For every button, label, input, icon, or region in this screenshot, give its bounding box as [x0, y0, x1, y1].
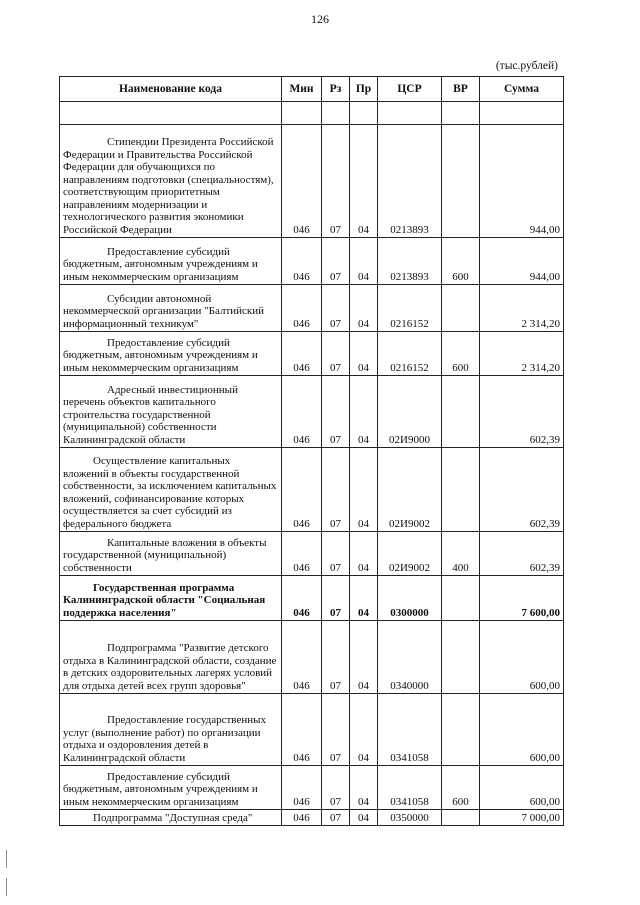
row-name: Капитальные вложения в объекты государственной (муниципальной) собственности	[63, 536, 267, 574]
header-csr: ЦСР	[378, 77, 442, 102]
row-pr: 04	[350, 766, 378, 810]
table-row	[60, 125, 564, 238]
table-row	[60, 766, 564, 810]
header-min: Мин	[282, 77, 322, 102]
row-min: 046	[282, 448, 322, 532]
row-csr: 02И9002	[378, 448, 442, 532]
header-pr: Пр	[350, 77, 378, 102]
row-sum: 602,39	[480, 448, 564, 532]
row-csr: 0216152	[378, 285, 442, 332]
row-rz: 07	[322, 285, 350, 332]
row-name: Предоставление субсидий бюджетным, автономным учреждениям и иным некоммерческим организациям	[63, 770, 258, 808]
table-row	[60, 694, 564, 766]
row-pr: 04	[350, 448, 378, 532]
margin-mark	[6, 878, 10, 896]
row-name: Предоставление государственных услуг (выполнение работ) по организации отдыха и оздоровления детей в Калининградской области	[63, 714, 266, 764]
row-pr: 04	[350, 810, 378, 826]
table-row	[60, 621, 564, 694]
page-number: 126	[311, 12, 329, 26]
row-sum: 944,00	[480, 125, 564, 238]
row-vr: 600	[442, 332, 480, 376]
row-vr	[442, 125, 480, 238]
row-sum: 944,00	[480, 238, 564, 285]
table-row	[60, 448, 564, 532]
table-row	[60, 810, 564, 826]
table-row	[60, 285, 564, 332]
row-rz: 07	[322, 694, 350, 766]
row-min: 046	[282, 285, 322, 332]
row-csr: 0300000	[378, 576, 442, 621]
row-csr: 0340000	[378, 621, 442, 694]
row-name: Государственная программа Калининградской области "Социальная поддержка населения"	[63, 581, 266, 619]
row-sum: 2 314,20	[480, 285, 564, 332]
table-row	[60, 238, 564, 285]
row-vr	[442, 448, 480, 532]
row-sum: 602,39	[480, 532, 564, 576]
row-pr: 04	[350, 238, 378, 285]
row-vr: 600	[442, 238, 480, 285]
row-pr: 04	[350, 621, 378, 694]
row-name: Подпрограмма "Доступная среда"	[93, 811, 253, 824]
row-rz: 07	[322, 621, 350, 694]
row-min: 046	[282, 576, 322, 621]
row-sum: 600,00	[480, 621, 564, 694]
header-vr: ВР	[442, 77, 480, 102]
row-csr: 0341058	[378, 766, 442, 810]
row-sum: 602,39	[480, 376, 564, 448]
row-rz: 07	[322, 810, 350, 826]
row-sum: 600,00	[480, 766, 564, 810]
table-row	[60, 376, 564, 448]
row-min: 046	[282, 621, 322, 694]
row-sum: 7 000,00	[480, 810, 564, 826]
row-csr: 0213893	[378, 125, 442, 238]
row-rz: 07	[322, 125, 350, 238]
row-pr: 04	[350, 285, 378, 332]
row-rz: 07	[322, 576, 350, 621]
row-csr: 0213893	[378, 238, 442, 285]
row-min: 046	[282, 694, 322, 766]
row-name: Стипендии Президента Российской Федерации и Правительства Российской Федерации для обучающихся по направлениям подготовки (специальностям), соответствующим приоритетным направлениям модернизации и технологического развития экономики Российской Федерации	[63, 136, 274, 236]
table-row	[60, 576, 564, 621]
row-vr	[442, 576, 480, 621]
row-rz: 07	[322, 448, 350, 532]
row-sum: 600,00	[480, 694, 564, 766]
table-row	[60, 532, 564, 576]
row-min: 046	[282, 766, 322, 810]
row-name: Предоставление субсидий бюджетным, автономным учреждениям и иным некоммерческим организациям	[63, 336, 258, 374]
row-rz: 07	[322, 766, 350, 810]
row-name: Осуществление капитальных вложений в объекты государственной собственности, за исключением капитальных вложений, софинансирование которых осуществляется за счет субсидий из федерального бюджета	[63, 455, 277, 530]
table-row	[60, 332, 564, 376]
margin-mark	[6, 850, 10, 868]
row-name: Адресный инвестиционный перечень объектов капитального строительства государственной (муниципальной) собственности Калининградской области	[63, 383, 238, 446]
row-vr	[442, 285, 480, 332]
row-csr: 0216152	[378, 332, 442, 376]
row-vr	[442, 810, 480, 826]
row-min: 046	[282, 376, 322, 448]
row-vr	[442, 376, 480, 448]
row-min: 046	[282, 125, 322, 238]
row-min: 046	[282, 238, 322, 285]
row-pr: 04	[350, 125, 378, 238]
row-pr: 04	[350, 376, 378, 448]
row-csr: 02И9000	[378, 376, 442, 448]
units-label: (тыс.рублей)	[495, 60, 558, 72]
budget-table	[59, 76, 564, 826]
header-rz: Рз	[322, 77, 350, 102]
row-vr: 600	[442, 766, 480, 810]
row-min: 046	[282, 332, 322, 376]
row-vr	[442, 621, 480, 694]
row-pr: 04	[350, 576, 378, 621]
row-rz: 07	[322, 238, 350, 285]
spacer-row	[60, 102, 564, 125]
row-csr: 0341058	[378, 694, 442, 766]
header-sum: Сумма	[480, 77, 564, 102]
row-name: Подпрограмма "Развитие детского отдыха в Калининградской области, создание в детских оздоровительных лагерях условий для отдыха детей всех групп здоровья"	[63, 642, 277, 692]
table-header-row	[60, 77, 564, 102]
header-name: Наименование кода	[60, 77, 282, 102]
row-min: 046	[282, 532, 322, 576]
row-pr: 04	[350, 532, 378, 576]
row-pr: 04	[350, 332, 378, 376]
row-rz: 07	[322, 376, 350, 448]
row-csr: 02И9002	[378, 532, 442, 576]
row-pr: 04	[350, 694, 378, 766]
row-rz: 07	[322, 532, 350, 576]
row-name: Предоставление субсидий бюджетным, автономным учреждениям и иным некоммерческим организациям	[63, 245, 258, 283]
row-vr	[442, 694, 480, 766]
row-name: Субсидии автономной некоммерческой организации "Балтийский информационный техникум"	[63, 292, 265, 330]
row-min: 046	[282, 810, 322, 826]
row-sum: 2 314,20	[480, 332, 564, 376]
row-vr: 400	[442, 532, 480, 576]
row-rz: 07	[322, 332, 350, 376]
row-csr: 0350000	[378, 810, 442, 826]
row-sum: 7 600,00	[480, 576, 564, 621]
